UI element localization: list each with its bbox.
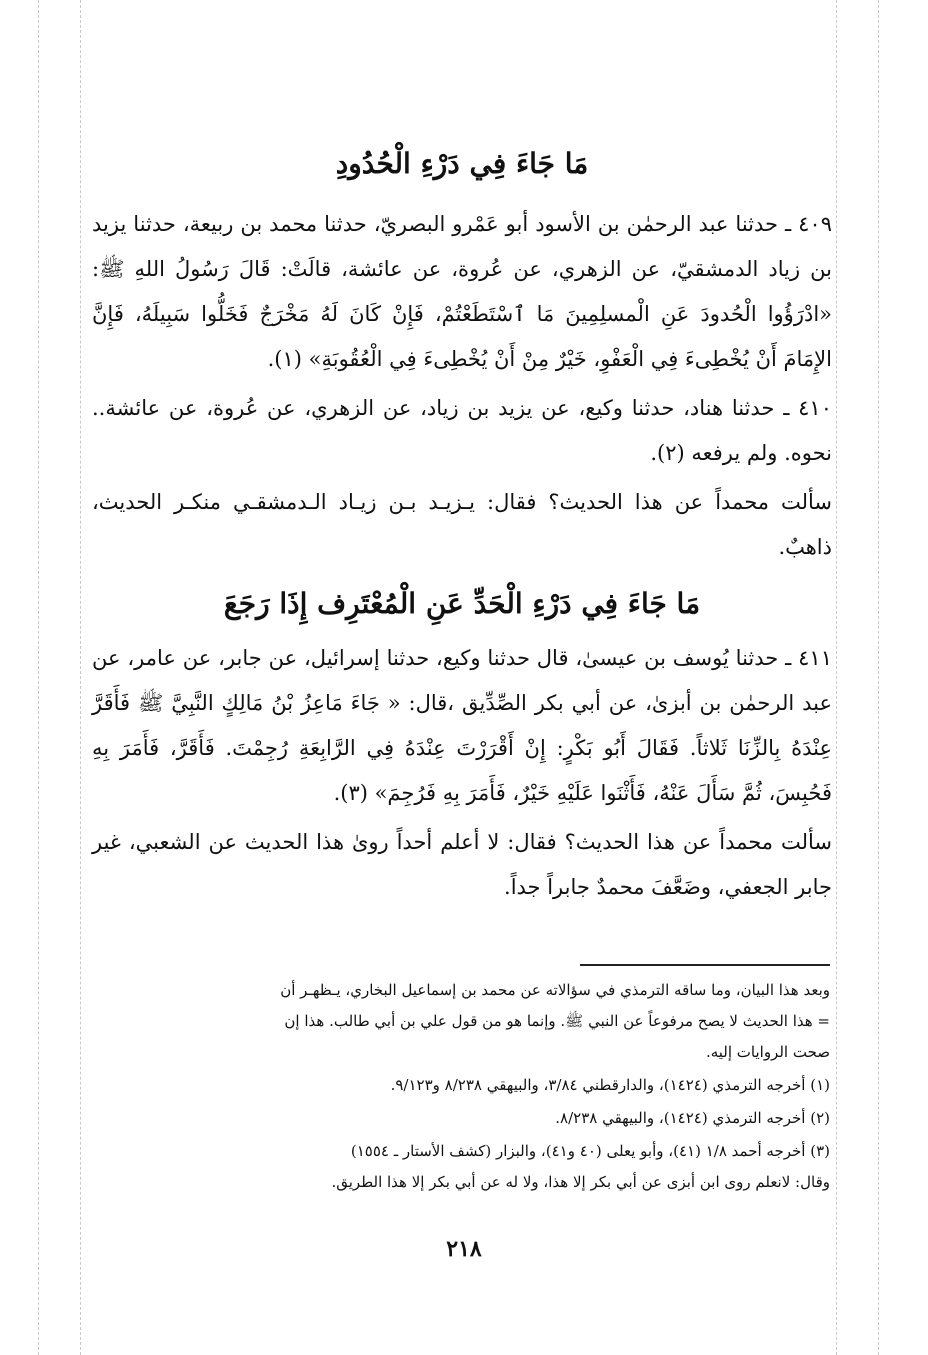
footnote-separator bbox=[580, 964, 830, 966]
footnote-continuation-line: وبعد هذا البيان، وما ساقه الترمذي في سؤالاته عن محمد بن إسماعيل البخاري، يـظهـر أن bbox=[280, 981, 830, 999]
footnote-1: (١) أخرجه الترمذي (١٤٢٤)، والدارقطني ٣/٨٤، والبيهقي ٨/٢٣٨ و٩/١٢٣. bbox=[390, 1076, 830, 1094]
chapter-heading-2: مَا جَاءَ فِي دَرْءِ الْحَدِّ عَنِ الْمُعْتَرِف إِذَا رَجَعَ bbox=[223, 587, 701, 620]
chapter-heading-1: مَا جَاءَ فِي دَرْءِ الْحُدُودِ bbox=[335, 147, 589, 180]
main-text bbox=[92, 140, 832, 914]
margin-guide-line bbox=[80, 0, 81, 1355]
hadith-410: ٤١٠ ـ حدثنا هناد، حدثنا وكيع، عن يزيد بن زياد، عن الزهري، عن عُروة، عن عائشة.. نحوه. ولم يرفعه (٢). bbox=[92, 396, 832, 465]
author-comment-2: سألت محمداً عن هذا الحديث؟ فقال: لا أعلم أحداً روىٰ هذا الحديث عن الشعبي، غير جابر الجعفي، وضَعَّفَ محمدٌ جابراً جداً. bbox=[92, 830, 832, 899]
footnotes bbox=[100, 975, 830, 1198]
page-number: ٢١٨ bbox=[446, 1236, 482, 1262]
footnote-2: (٢) أخرجه الترمذي (١٤٢٤)، والبيهقي ٨/٢٣٨. bbox=[555, 1109, 830, 1127]
margin-guide-line bbox=[38, 0, 39, 1355]
margin-guide-line bbox=[836, 0, 837, 1355]
footnote-3: (٣) أخرجه أحمد ١/٨ (٤١)، وأبو يعلى (٤٠ و٤١)، والبزار (كشف الأستار ـ ١٥٥٤) bbox=[350, 1142, 830, 1160]
footnote-continuation-line: = هذا الحديث لا يصح مرفوعاً عن النبي ﷺ. وإنما هو من قول علي بن أبي طالب. هذا إن bbox=[284, 1012, 830, 1030]
hadith-411: ٤١١ ـ حدثنا يُوسف بن عيسىٰ، قال حدثنا وكيع، حدثنا إسرائيل، عن جابر، عن عامر، عن عبد الرحمٰن بن أبزىٰ، عن أبي بكر الصِّدِّيق ،قال: « جَاءَ مَاعِزُ بْنُ مَالِكٍ النَّبِيَّ ﷺ فَأَقَرَّ عِنْدَهُ بِالزِّنَا ثَلاثاً. فَقَالَ أَبُو بَكْرٍ: إِنْ أَقْرَرْتَ عِنْدَهُ فِي الرَّابِعَةِ رُجِمْتَ. فَأَقَرَّ، فَأَمَرَ بِهِ فَحُبِسَ، ثُمَّ سَأَلَ عَنْهُ، فَأَثْنَوا عَلَيْهِ خَيْرٌ، فَأَمَرَ بِهِ فَرُجِمَ» (٣). bbox=[92, 646, 832, 805]
hadith-409: ٤٠٩ ـ حدثنا عبد الرحمٰن بن الأسود أبو عَمْرو البصريّ، حدثنا محمد بن ربيعة، حدثنا يزيد بن زياد الدمشقيّ، عن الزهري، عن عُروة، عن عائشة، قالَتْ: قَالَ رَسُولُ اللهِ ﷺ: «ادْرَؤُوا الْحُدودَ عَنِ الْمسلِمِينَ مَا ٱسْتَطَعْتُمْ، فَإِنْ كَانَ لَهُ مَخْرَجٌ فَخَلُّوا سَبِيلَهُ، فَإِنَّ الإِمَامَ أَنْ يُخْطِىءَ فِي الْعَفْوِ، خَيْرٌ مِنْ أَنْ يُخْطِىءَ فِي الْعُقُوبَةِ» (١). bbox=[92, 212, 832, 371]
margin-guide-line bbox=[878, 0, 879, 1355]
footnote-continuation-line: صحت الروايات إليه. bbox=[705, 1043, 830, 1061]
author-comment-1: سألت محمداً عن هذا الحديث؟ فقال: يـزيـد بـن زيـاد الـدمشقـي منكـر الحديث، ذاهبٌ. bbox=[92, 490, 832, 559]
footnote-3-continued: وقال: لانعلم روى ابن أبزى عن أبي بكر إلا هذا، ولا له عن أبي بكر إلا هذا الطريق. bbox=[331, 1173, 830, 1191]
